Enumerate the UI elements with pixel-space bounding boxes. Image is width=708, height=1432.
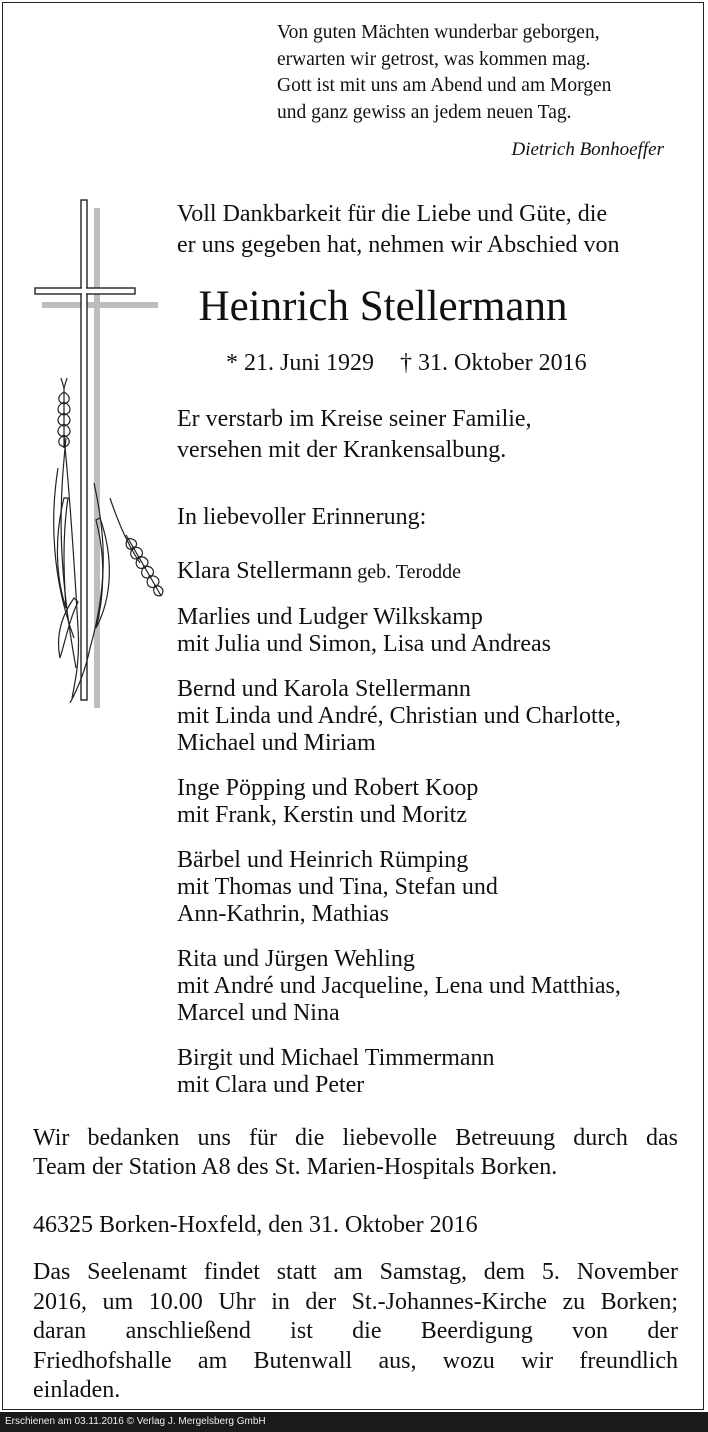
- mourner-line: mit André und Jacqueline, Lena und Matthias,: [177, 973, 621, 999]
- mourner-line: mit Linda und André, Christian und Charlotte,: [177, 703, 621, 729]
- mourner-line: mit Thomas und Tina, Stefan und: [177, 874, 498, 900]
- mourner-line: mit Frank, Kerstin und Moritz: [177, 802, 467, 828]
- mourner-group: [177, 558, 621, 586]
- wheat-icon: [54, 378, 166, 703]
- maiden-name: geb. Terodde: [352, 561, 462, 583]
- birth-date: * 21. Juni 1929: [226, 350, 375, 376]
- thanks-line: Wir bedanken uns für die liebevolle Betreuung durch das: [33, 1125, 678, 1151]
- mourner-line: Rita und Jürgen Wehling: [177, 946, 415, 972]
- thanks-text: [33, 1124, 678, 1182]
- publisher-footer: Erschienen am 03.11.2016 © Verlag J. Mergelsberg GmbH: [0, 1412, 708, 1432]
- mass-line: daran anschließend ist die Beerdigung von der: [33, 1318, 678, 1344]
- life-dates: [226, 350, 587, 377]
- place-date: 46325 Borken-Hoxfeld, den 31. Oktober 2016: [33, 1212, 478, 1238]
- funeral-mass-text: [33, 1258, 678, 1406]
- poem-line: erwarten wir getrost, was kommen mag.: [277, 48, 591, 70]
- gratitude-line: er uns gegeben hat, nehmen wir Abschied von: [177, 232, 620, 258]
- mourner-line: Marcel und Nina: [177, 1000, 340, 1026]
- death-note: [177, 404, 532, 466]
- mourner-line: mit Julia und Simon, Lisa und Andreas: [177, 631, 551, 657]
- mourner-line: Marlies und Ludger Wilkskamp: [177, 604, 483, 630]
- mass-line: 2016, um 10.00 Uhr in der St.-Johannes-Kirche zu Borken;: [33, 1288, 678, 1315]
- thanks-line: Team der Station A8 des St. Marien-Hospitals Borken.: [33, 1154, 558, 1180]
- mourner-line: Klara Stellermann: [177, 558, 353, 584]
- death-note-line: versehen mit der Krankensalbung.: [177, 437, 507, 463]
- mourner-group: [177, 1045, 621, 1099]
- mourners-list: [177, 558, 621, 1117]
- mourner-line: Michael und Miriam: [177, 730, 376, 756]
- cross-icon: [35, 200, 158, 708]
- poem: [277, 20, 611, 126]
- mourner-line: Bernd und Karola Stellermann: [177, 676, 471, 702]
- death-note-line: Er verstarb im Kreise seiner Familie,: [177, 406, 532, 432]
- poem-line: und ganz gewiss an jedem neuen Tag.: [277, 101, 572, 123]
- poem-line: Gott ist mit uns am Abend und am Morgen: [277, 75, 612, 96]
- mass-line: einladen.: [33, 1377, 121, 1403]
- cross-wheat-emblem: [30, 198, 170, 728]
- mourner-line: Birgit und Michael Timmermann: [177, 1045, 495, 1071]
- gratitude-text: [177, 199, 620, 261]
- mourner-group: [177, 946, 621, 1027]
- poem-author: Dietrich Bonhoeffer: [511, 139, 664, 160]
- gratitude-line: Voll Dankbarkeit für die Liebe und Güte, die: [177, 201, 608, 227]
- mourner-line: Bärbel und Heinrich Rümping: [177, 847, 469, 873]
- mourner-group: [177, 847, 621, 928]
- mourner-group: [177, 604, 621, 658]
- death-date: † 31. Oktober 2016: [400, 350, 587, 376]
- mourner-group: [177, 676, 621, 757]
- mourner-line: Inge Pöpping und Robert Koop: [177, 775, 479, 801]
- mourner-line: mit Clara und Peter: [177, 1072, 365, 1098]
- mourner-line: Ann-Kathrin, Mathias: [177, 901, 389, 927]
- memory-heading: In liebevoller Erinnerung:: [177, 504, 427, 530]
- deceased-name: Heinrich Stellermann: [198, 283, 568, 330]
- mass-line: Das Seelenamt findet statt am Samstag, dem 5. November: [33, 1259, 678, 1285]
- poem-line: Von guten Mächten wunderbar geborgen,: [277, 22, 600, 43]
- mourner-group: [177, 775, 621, 829]
- mass-line: Friedhofshalle am Butenwall aus, wozu wir freundlich: [33, 1347, 678, 1374]
